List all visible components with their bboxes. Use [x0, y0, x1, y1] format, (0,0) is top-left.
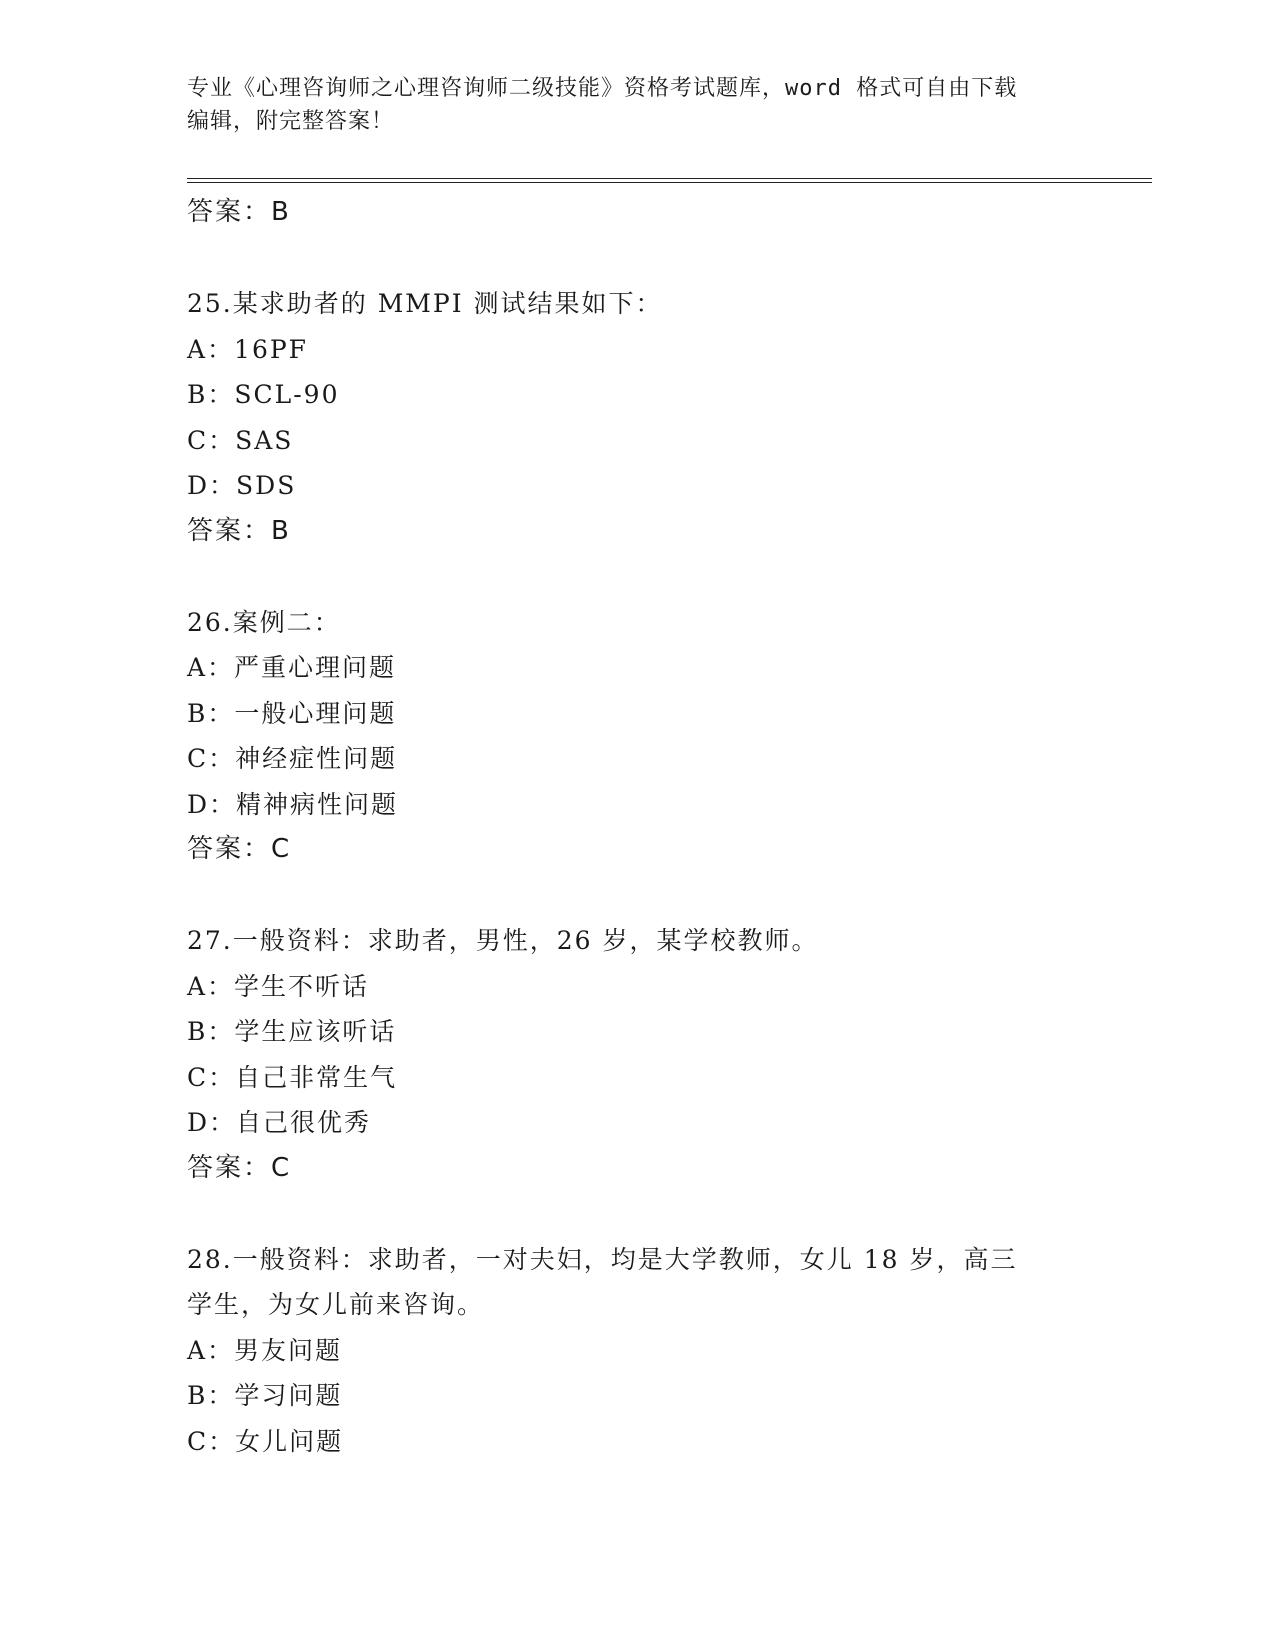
option-a: A：学生不听话	[187, 971, 370, 1001]
question-27	[187, 918, 1067, 1191]
question-text-line-1: 28.一般资料：求助者，一对夫妇，均是大学教师，女儿 18 岁，高三	[187, 1244, 1018, 1274]
question-28	[187, 1237, 1067, 1465]
question-text: 26.案例二：	[187, 607, 341, 637]
spacer	[187, 236, 1067, 282]
question-list	[187, 190, 1067, 1464]
option-a: A：男友问题	[187, 1335, 343, 1365]
question-25	[187, 281, 1067, 554]
question-text: 25.某求助者的 MMPI 测试结果如下：	[187, 289, 663, 318]
question-text-line-2: 学生，为女儿前来咨询。	[187, 1290, 485, 1319]
option-a: A：16PF	[187, 334, 309, 364]
option-d: D：精神病性问题	[187, 789, 399, 819]
answer: 答案：C	[187, 1152, 292, 1183]
option-b: B：学习问题	[187, 1381, 343, 1410]
option-b: B：学生应该听话	[187, 1017, 397, 1046]
option-c: C：自己非常生气	[187, 1062, 398, 1092]
option-d: D：自己很优秀	[187, 1108, 372, 1137]
answer: 答案：B	[187, 515, 291, 546]
option-c: C：女儿问题	[187, 1426, 344, 1456]
question-text: 27.一般资料：求助者，男性，26 岁，某学校教师。	[187, 926, 819, 955]
option-b: B：SCL-90	[187, 380, 340, 409]
header-line-2: 编辑，附完整答案！	[187, 109, 395, 134]
answer: 答案：C	[187, 834, 292, 864]
header-divider-top	[187, 178, 1152, 179]
header-divider-bottom	[187, 182, 1152, 183]
option-c: C：神经症性问题	[187, 744, 398, 773]
document-header	[187, 72, 1067, 138]
option-c: C：SAS	[187, 425, 294, 455]
header-line-1: 专业《心理咨询师之心理咨询师二级技能》资格考试题库，word 格式可自由下载	[187, 76, 1018, 101]
spacer	[187, 1191, 1067, 1237]
option-b: B：一般心理问题	[187, 698, 397, 728]
option-d: D：SDS	[187, 471, 297, 500]
spacer	[187, 873, 1067, 919]
prev-answer: 答案：B	[187, 197, 291, 227]
option-a: A：严重心理问题	[187, 653, 397, 682]
spacer	[187, 554, 1067, 600]
question-26	[187, 600, 1067, 873]
